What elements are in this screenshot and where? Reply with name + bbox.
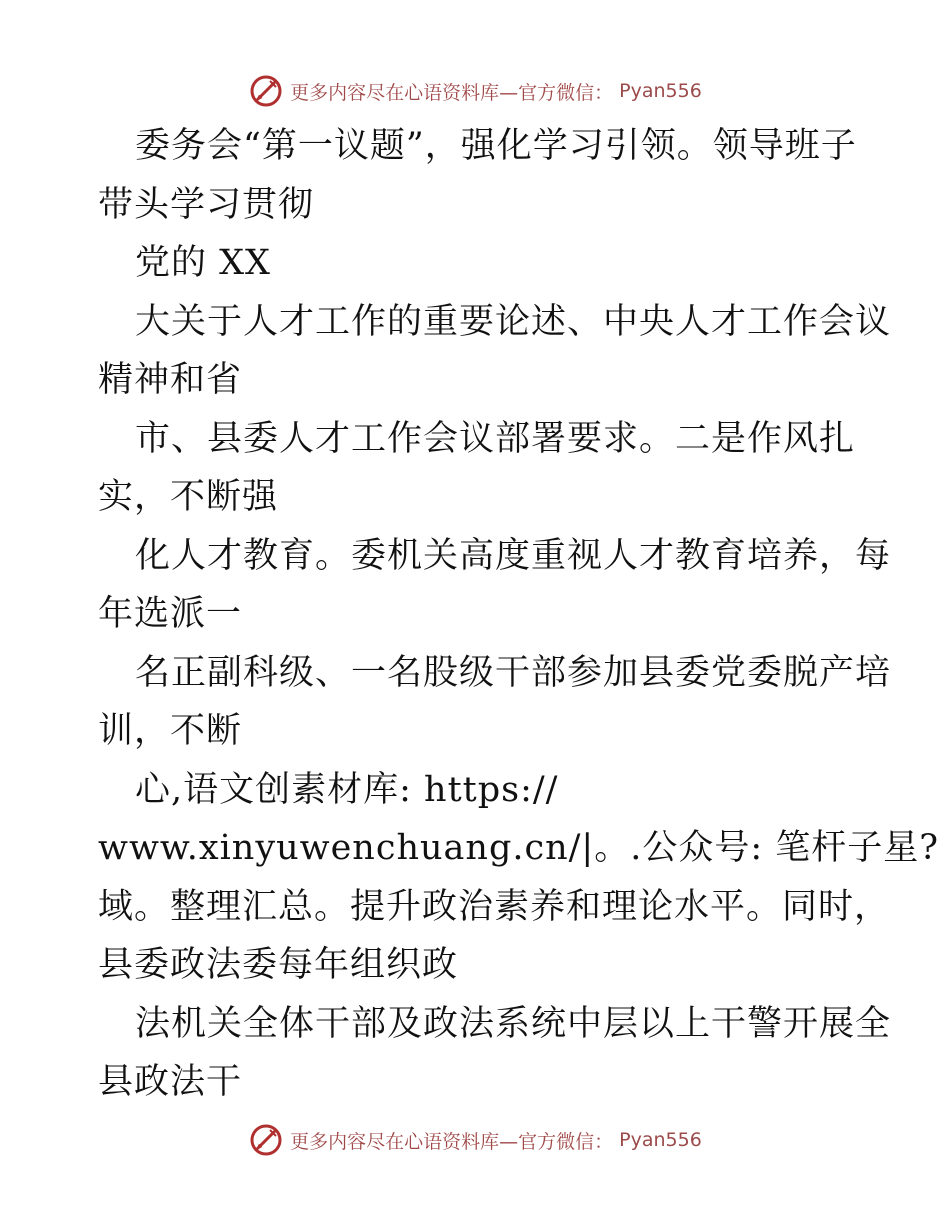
text-line: www.xinyuwenchuang.cn/|。.公众号: 笔杆子星? <box>98 828 940 868</box>
pen-logo-icon <box>248 73 284 109</box>
text-line: 市、县委人才工作会议部署要求。二是作风扎 <box>135 418 856 459</box>
text-line: 域。整理汇总。提升政治素养和理论水平。同时， <box>98 886 891 927</box>
watermark-text: 更多内容尽在心语资料库—官方微信： <box>290 1130 614 1153</box>
text-line: 委务会“第一议题”，强化学习引领。领导班子 <box>135 126 857 166</box>
text-line: 心,语文创素材库: https:// <box>135 769 559 810</box>
pen-logo-icon <box>248 1122 284 1158</box>
text-line: 化人才教育。委机关高度重视人才教育培养，每 <box>135 535 892 576</box>
text-line: 精神和省 <box>98 360 243 400</box>
text-line: 带头学习贯彻 <box>98 184 315 225</box>
watermark-handle: Pyan556 <box>619 80 702 102</box>
document-body <box>98 117 940 1112</box>
header-watermark <box>0 71 950 111</box>
text-line: 大关于人才工作的重要论述、中央人才工作会议 <box>135 301 892 342</box>
text-line: 训，不断 <box>98 711 243 751</box>
text-line: 党的 XX <box>135 243 271 283</box>
text-line: 名正副科级、一名股级干部参加县委党委脱产培 <box>135 652 892 693</box>
text-line: 年选派一 <box>98 594 243 634</box>
footer-watermark <box>0 1120 950 1160</box>
text-line: 县政法干 <box>98 1062 243 1102</box>
text-line: 法机关全体干部及政法系统中层以上干警开展全 <box>135 1003 892 1044</box>
watermark-handle: Pyan556 <box>619 1129 702 1151</box>
watermark-text: 更多内容尽在心语资料库—官方微信： <box>290 81 614 104</box>
text-line: 县委政法委每年组织政 <box>98 945 459 985</box>
text-line: 实，不断强 <box>98 477 279 517</box>
